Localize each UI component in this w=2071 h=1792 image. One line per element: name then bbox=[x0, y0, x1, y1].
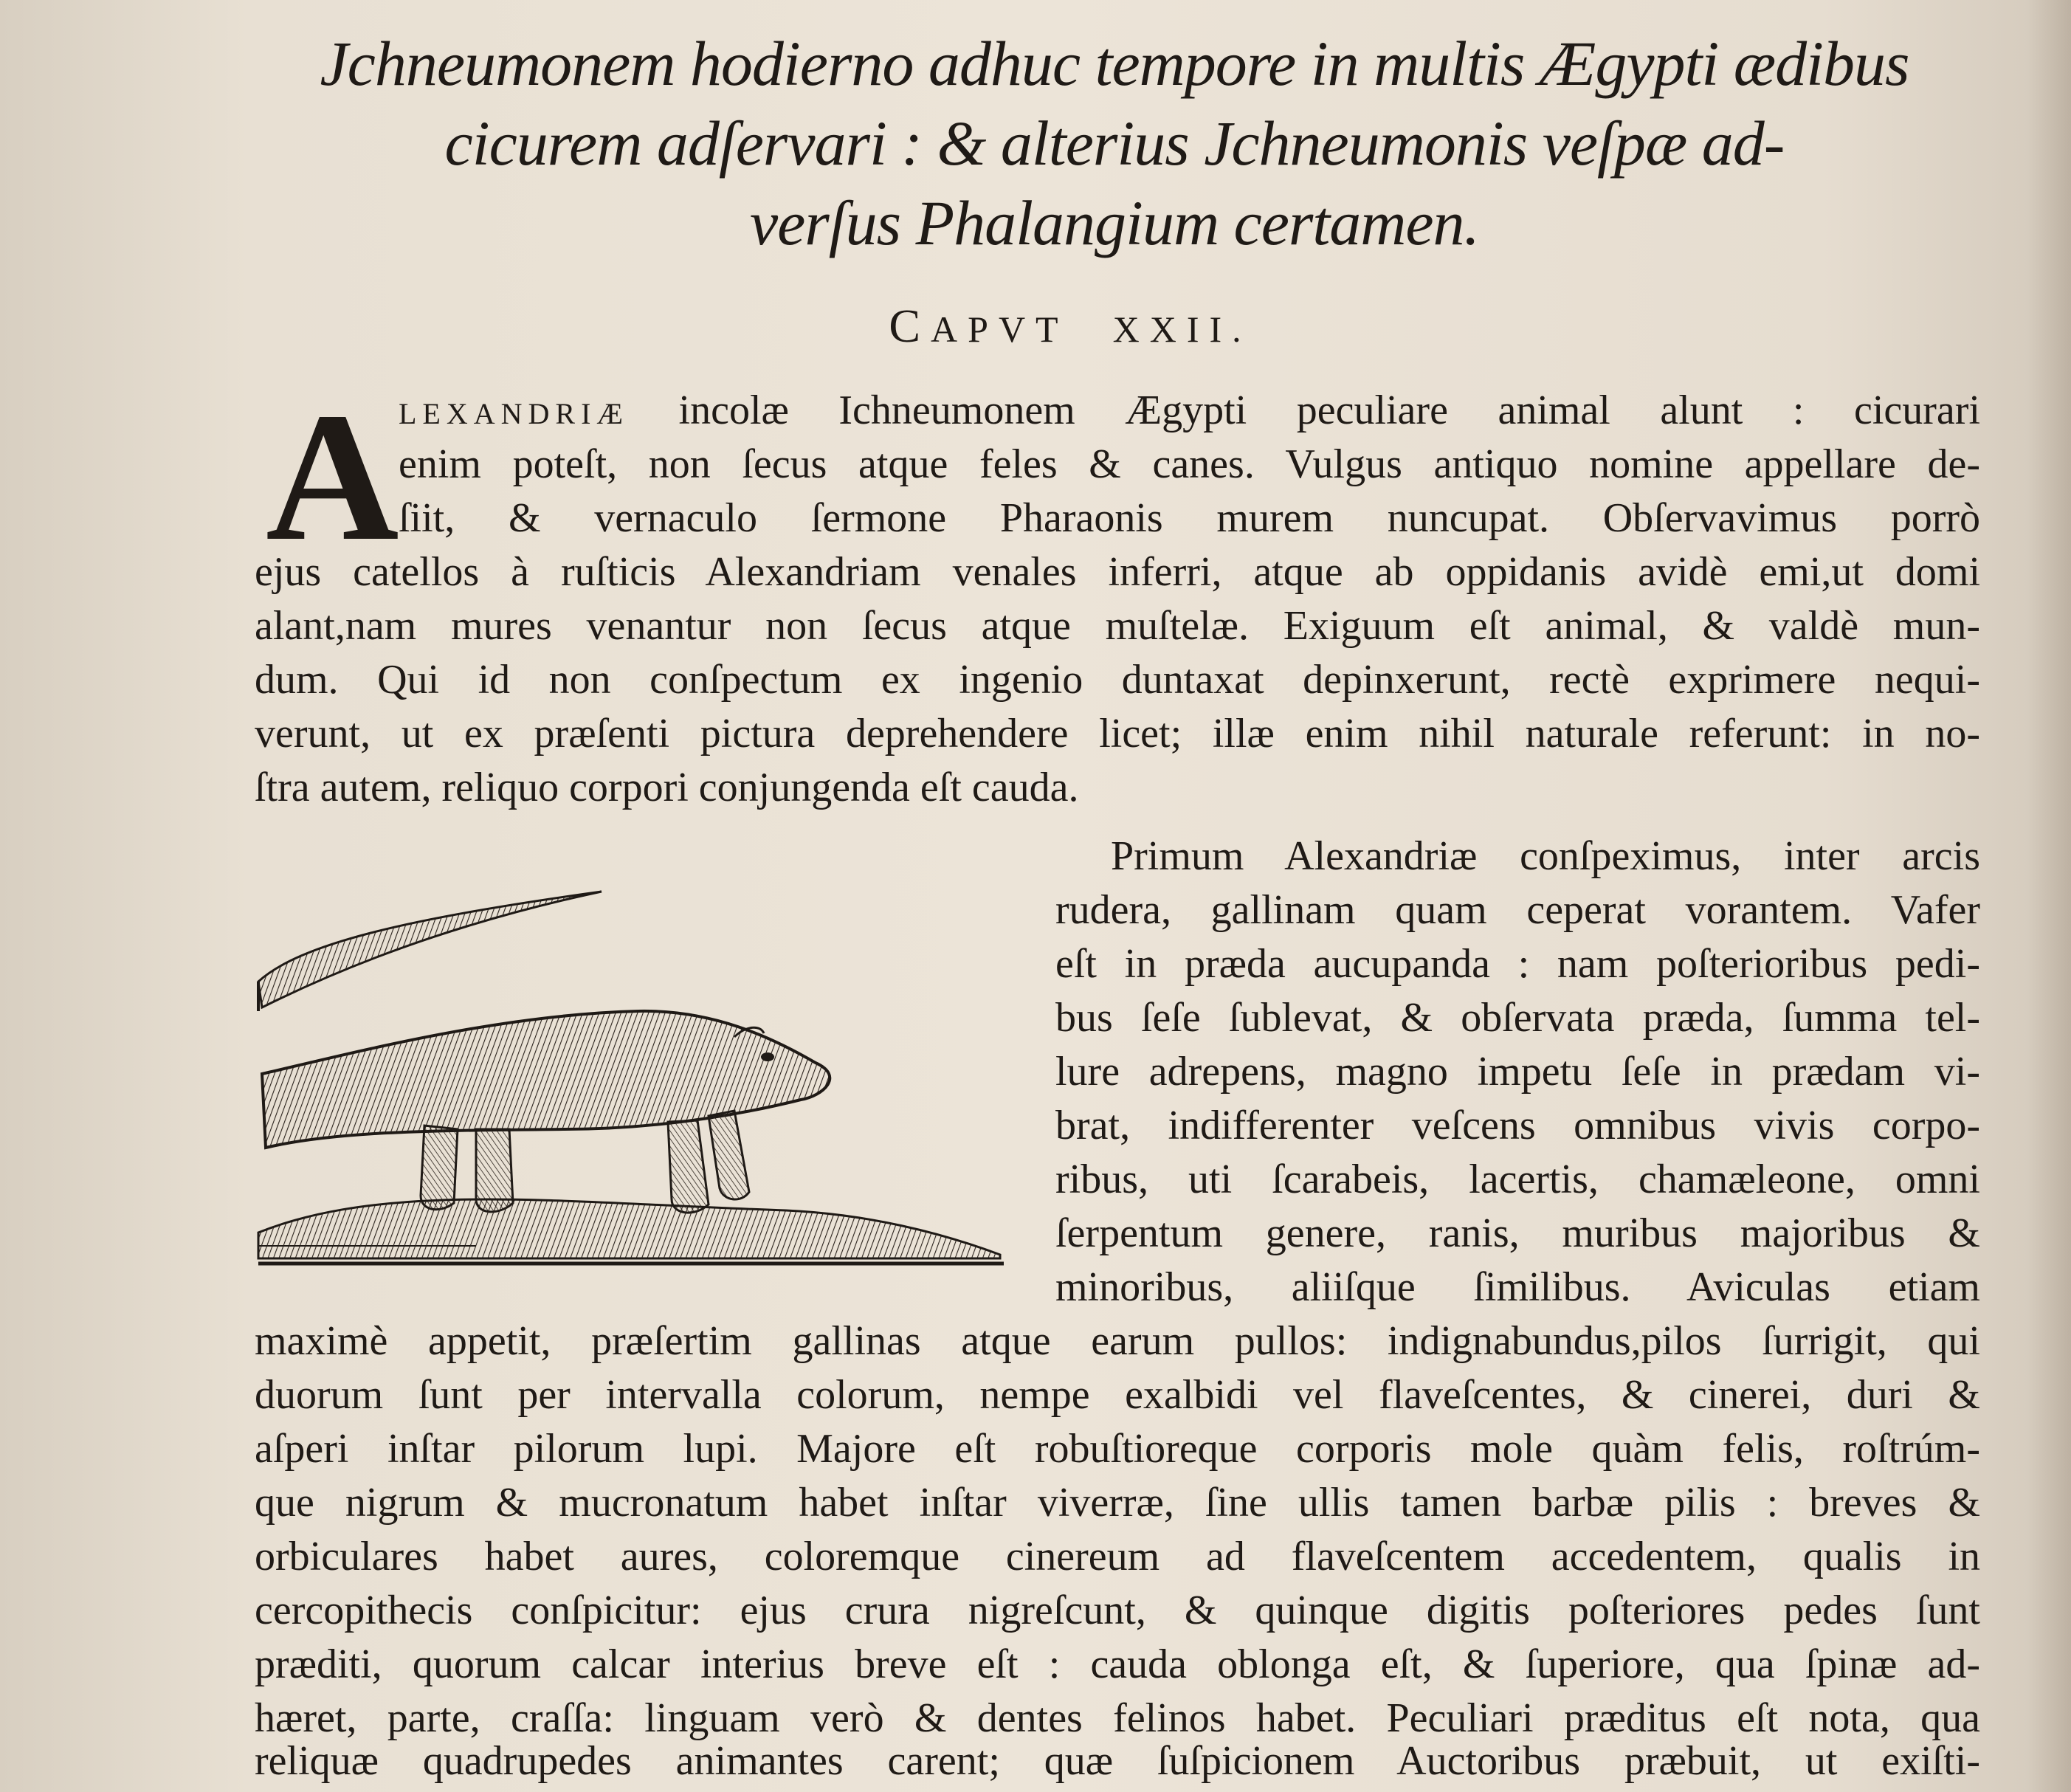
p2-full-line-4: que nigrum & mucronatum habet inſtar viverræ, ſine ullis tamen barbæ pilis : breves & bbox=[255, 1480, 1980, 1526]
p2-right-line-5: lure adrepens, magno impetu ſeſe in prædam vi- bbox=[1055, 1049, 1980, 1095]
chapter-number bbox=[738, 299, 1402, 354]
p2-right-line-8: ſerpentum genere, ranis, muribus majoribus & bbox=[1055, 1210, 1980, 1256]
p1-line-1 bbox=[399, 384, 1980, 441]
p2-full-line-9: reliquæ quadrupedes animantes carent; quæ ſuſpicionem Auctoribus præbuit, ut exiſti- bbox=[255, 1738, 1980, 1784]
chapter-heading bbox=[310, 24, 1919, 263]
heading-line-2: cicurem adſervari : & alterius Jchneumonis veſpæ ad- bbox=[444, 108, 1785, 179]
first-word-small-caps: LEXANDRIÆ bbox=[399, 397, 629, 430]
p2-full-line-6: cercopithecis conſpicitur: ejus crura nigreſcunt, & quinque digitis poſteriores pedes ſunt bbox=[255, 1588, 1980, 1633]
heading-line-1: Jchneumonem hodierno adhuc tempore in multis Ægypti ædibus bbox=[320, 28, 1909, 99]
chapter-numeral: XXII. bbox=[1112, 309, 1252, 350]
p1-line-2: enim poteſt, non ſecus atque feles & canes. Vulgus antiquo nomine appellare de- bbox=[399, 441, 1980, 487]
chapter-word-rest: APVT bbox=[931, 309, 1069, 350]
p2-right-line-9: minoribus, aliiſque ſimilibus. Aviculas etiam bbox=[1055, 1264, 1980, 1310]
p1-line-5: alant,nam mures venantur non ſecus atque muſtelæ. Exiguum eſt animal, & valdè mun- bbox=[255, 603, 1980, 649]
p1-line-1-text: incolæ Ichneumonem Ægypti peculiare animal alunt : cicurari bbox=[628, 387, 1980, 433]
p2-right-line-1: Primum Alexandriæ conſpeximus, inter arcis bbox=[1111, 833, 1980, 879]
p2-right-line-3: eſt in præda aucupanda : nam poſterioribus pedi- bbox=[1055, 941, 1980, 987]
p2-right-line-4: bus ſeſe ſublevat, & obſervata præda, ſumma tel- bbox=[1055, 995, 1980, 1041]
p2-full-line-3: aſperi inſtar pilorum lupi. Majore eſt robuſtioreque corporis mole quàm felis, roſtrúm- bbox=[255, 1426, 1980, 1472]
p2-right-line-7: ribus, uti ſcarabeis, lacertis, chamæleone, omni bbox=[1055, 1157, 1980, 1202]
chapter-first-letter: C bbox=[889, 300, 931, 352]
ichneumon-woodcut-illustration bbox=[255, 886, 1007, 1269]
p2-right-line-6: brat, indifferenter veſcens omnibus vivis corpo- bbox=[1055, 1103, 1980, 1148]
p1-line-7: verunt, ut ex præſenti pictura deprehendere licet; illæ enim nihil naturale referunt: in no- bbox=[255, 711, 1980, 757]
p2-full-line-2: duorum ſunt per intervalla colorum, nempe exalbidi vel flaveſcentes, & cinerei, duri & bbox=[255, 1372, 1980, 1418]
p2-full-line-7: præditi, quorum calcar interius breve eſt : cauda oblonga eſt, & ſuperiore, qua ſpinæ ad- bbox=[255, 1641, 1980, 1687]
p2-full-line-1: maximè appetit, præſertim gallinas atque earum pullos: indignabundus,pilos ſurrigit, qui bbox=[255, 1318, 1980, 1364]
p1-line-3: ſiit, & vernaculo ſermone Pharaonis murem nuncupat. Obſervavimus porrò bbox=[399, 495, 1980, 541]
drop-cap: A bbox=[266, 375, 399, 579]
p2-full-line-8: hæret, parte, craſſa: linguam verò & dentes felinos habet. Peculiari præditus eſt nota, qua bbox=[255, 1695, 1980, 1741]
p1-line-8: ſtra autem, reliquo corpori conjungenda eſt cauda. bbox=[255, 765, 1079, 810]
p1-line-4: ejus catellos à ruſticis Alexandriam venales inferri, atque ab oppidanis avidè emi,ut domi bbox=[255, 549, 1980, 595]
page-gutter-shadow bbox=[2027, 0, 2071, 1792]
p1-line-6: dum. Qui id non conſpectum ex ingenio duntaxat depinxerunt, rectè exprimere nequi- bbox=[255, 657, 1980, 703]
p2-right-line-2: rudera, gallinam quam ceperat vorantem. Vafer bbox=[1055, 887, 1980, 933]
heading-line-3: verſus Phalangium certamen. bbox=[749, 187, 1480, 258]
p2-full-line-5: orbiculares habet aures, coloremque cinereum ad flaveſcentem accedentem, qualis in bbox=[255, 1534, 1980, 1579]
